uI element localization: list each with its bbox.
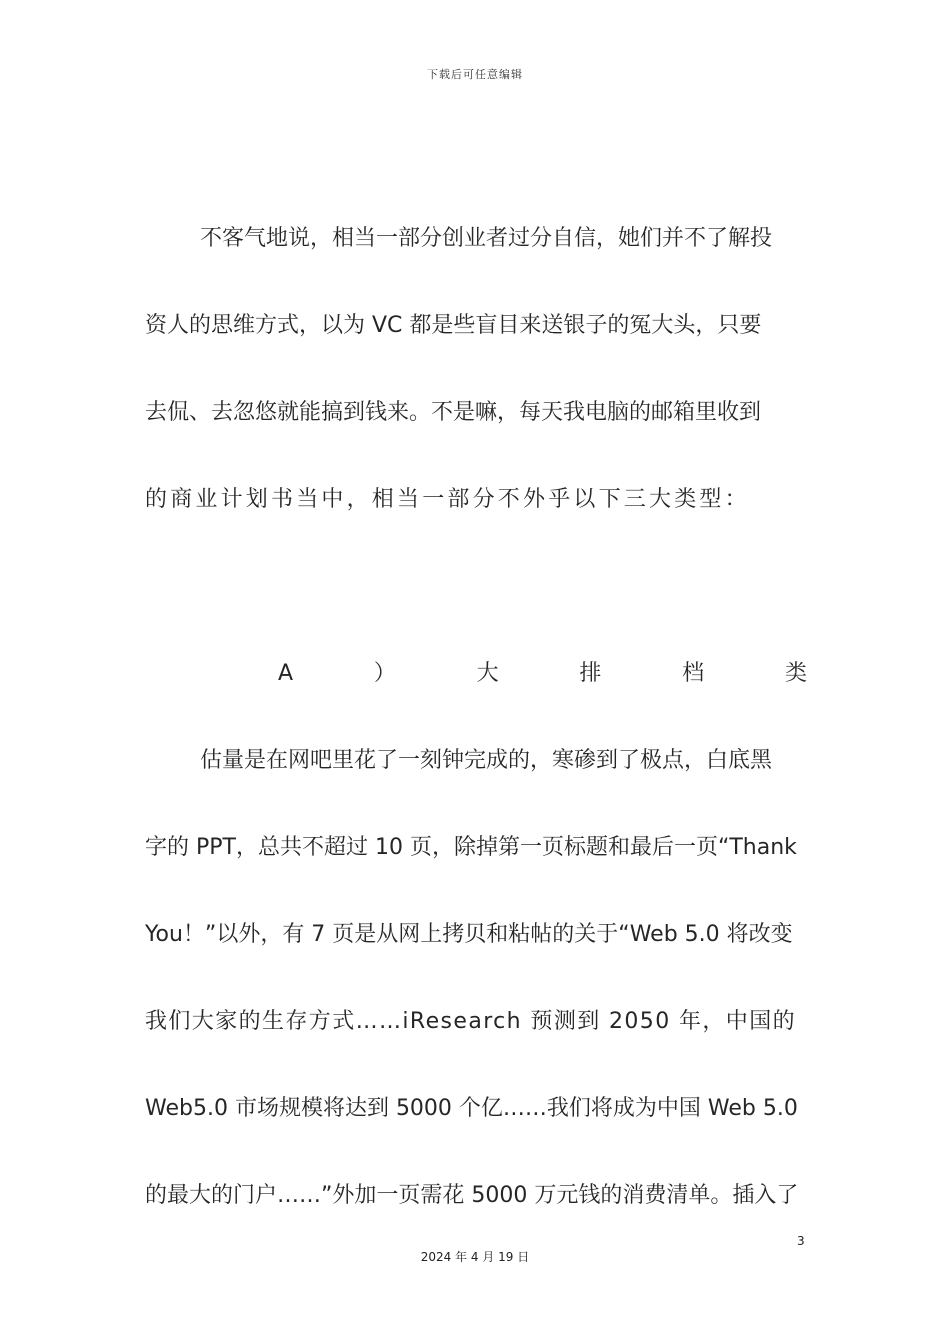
heading-char: 类 [784,661,807,686]
paragraph-line: 去侃、去忽悠就能搞到钱来。不是嘛，每天我电脑的邮箱里收到 [145,400,762,425]
paragraph-line: You！”以外，有 7 页是从网上拷贝和粘帖的关于“Web 5.0 将改变 [145,922,793,947]
section-heading [130,659,807,689]
page-header: 下载后可任意编辑 [427,68,523,81]
footer-date: 2024 年 4 月 19 日 [420,1250,530,1264]
paragraph-line: 字的 PPT，总共不超过 10 页，除掉第一页标题和最后一页“Thank [145,835,797,860]
paragraph-line: 估量是在网吧里花了一刻钟完成的，寒碜到了极点，白底黑 [200,748,773,773]
heading-char: 排 [579,661,602,686]
heading-char: ） [373,661,396,686]
paragraph-line: Web5.0 市场规模将达到 5000 个亿……我们将成为中国 Web 5.0 [145,1096,798,1121]
paragraph-line: 不客气地说，相当一部分创业者过分自信，她们并不了解投 [200,226,773,251]
heading-char: 档 [682,661,705,686]
paragraph-line: 的商业计划书当中，相当一部分不外乎以下三大类型： [145,487,750,512]
paragraph-line: 我们大家的生存方式……iResearch 预测到 2050 年，中国的 [145,1009,796,1034]
heading-char: A [278,661,294,686]
page-number: 3 [797,1234,805,1248]
heading-char: 大 [476,661,499,686]
paragraph-line: 资人的思维方式，以为 VC 都是些盲目来送银子的冤大头，只要 [145,313,762,338]
paragraph-line: 的最大的门户……”外加一页需花 5000 万元钱的消费清单。插入了 [145,1183,799,1208]
